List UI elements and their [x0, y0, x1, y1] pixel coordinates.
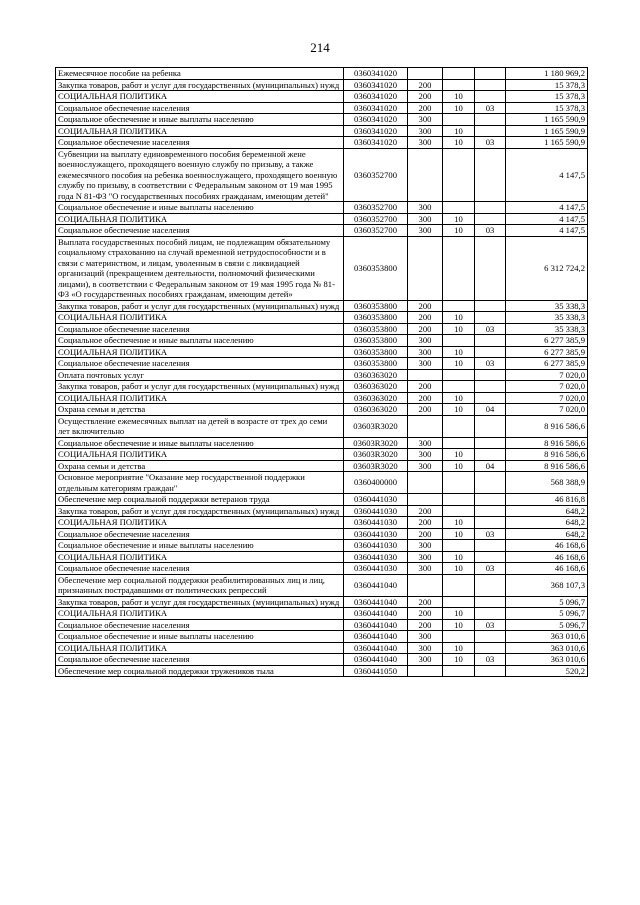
row-vr-cell — [408, 494, 443, 506]
table-row — [56, 505, 588, 517]
row-vr-cell: 300 — [408, 213, 443, 225]
row-name-cell: Охрана семьи и детства — [56, 460, 344, 472]
row-pr-cell — [475, 517, 506, 529]
row-amount-cell: 46 168,6 — [506, 551, 588, 563]
row-vr-cell: 200 — [408, 517, 443, 529]
table-row — [56, 437, 588, 449]
row-rz-cell: 10 — [443, 654, 475, 666]
row-code-cell: 0360441040 — [344, 619, 408, 631]
row-code-cell: 0360341020 — [344, 114, 408, 126]
row-rz-cell: 10 — [443, 449, 475, 461]
row-vr-cell — [408, 369, 443, 381]
row-amount-cell: 6 277 385,9 — [506, 335, 588, 347]
row-amount-cell: 5 096,7 — [506, 608, 588, 620]
row-name-cell: Закупка товаров, работ и услуг для государственных (муниципальных) нужд — [56, 300, 344, 312]
row-name-cell: Охрана семьи и детства — [56, 404, 344, 416]
row-amount-cell: 7 020,0 — [506, 369, 588, 381]
row-vr-cell: 300 — [408, 137, 443, 149]
table-row — [56, 392, 588, 404]
row-pr-cell — [475, 631, 506, 643]
row-amount-cell: 520,2 — [506, 665, 588, 677]
row-pr-cell — [475, 369, 506, 381]
row-code-cell: 0360353800 — [344, 335, 408, 347]
row-code-cell: 0360441040 — [344, 608, 408, 620]
row-amount-cell: 4 147,5 — [506, 225, 588, 237]
row-pr-cell: 03 — [475, 102, 506, 114]
row-name-cell: Социальное обеспечение и иные выплаты населению — [56, 202, 344, 214]
row-pr-cell: 03 — [475, 654, 506, 666]
row-name-cell: Социальное обеспечение и иные выплаты населению — [56, 631, 344, 643]
row-pr-cell — [475, 449, 506, 461]
row-amount-cell: 15 378,3 — [506, 79, 588, 91]
row-amount-cell: 568 388,9 — [506, 472, 588, 494]
row-code-cell: 0360441040 — [344, 574, 408, 596]
row-amount-cell: 46 168,6 — [506, 563, 588, 575]
row-name-cell: СОЦИАЛЬНАЯ ПОЛИТИКА — [56, 312, 344, 324]
table-row — [56, 369, 588, 381]
row-rz-cell: 10 — [443, 392, 475, 404]
row-code-cell: 03603R3020 — [344, 460, 408, 472]
table-row — [56, 91, 588, 103]
row-pr-cell — [475, 91, 506, 103]
row-pr-cell — [475, 642, 506, 654]
row-amount-cell: 1 165 590,9 — [506, 114, 588, 126]
table-row — [56, 323, 588, 335]
row-vr-cell — [408, 68, 443, 80]
table-row — [56, 494, 588, 506]
row-pr-cell: 03 — [475, 528, 506, 540]
row-code-cell: 0360353800 — [344, 346, 408, 358]
table-row — [56, 202, 588, 214]
row-rz-cell — [443, 574, 475, 596]
row-amount-cell: 363 010,6 — [506, 654, 588, 666]
table-row — [56, 619, 588, 631]
row-name-cell: Социальное обеспечение населения — [56, 528, 344, 540]
table-row — [56, 631, 588, 643]
row-pr-cell: 03 — [475, 619, 506, 631]
row-pr-cell: 03 — [475, 563, 506, 575]
row-vr-cell: 300 — [408, 125, 443, 137]
row-amount-cell: 363 010,6 — [506, 642, 588, 654]
table-row — [56, 236, 588, 300]
row-code-cell: 0360441030 — [344, 540, 408, 552]
row-vr-cell: 300 — [408, 642, 443, 654]
row-vr-cell: 300 — [408, 114, 443, 126]
row-rz-cell: 10 — [443, 608, 475, 620]
row-code-cell: 0360352700 — [344, 202, 408, 214]
table-row — [56, 517, 588, 529]
table-row — [56, 225, 588, 237]
row-code-cell: 0360352700 — [344, 225, 408, 237]
row-rz-cell: 10 — [443, 528, 475, 540]
row-name-cell: СОЦИАЛЬНАЯ ПОЛИТИКА — [56, 551, 344, 563]
row-name-cell: Социальное обеспечение населения — [56, 323, 344, 335]
table-row — [56, 596, 588, 608]
row-name-cell: Социальное обеспечение населения — [56, 563, 344, 575]
row-code-cell: 03603R3020 — [344, 449, 408, 461]
row-code-cell: 0360353800 — [344, 358, 408, 370]
row-vr-cell: 200 — [408, 381, 443, 393]
row-vr-cell — [408, 415, 443, 437]
table-row — [56, 608, 588, 620]
row-code-cell: 0360441040 — [344, 596, 408, 608]
row-code-cell: 0360441030 — [344, 528, 408, 540]
row-pr-cell — [475, 574, 506, 596]
table-row — [56, 213, 588, 225]
row-rz-cell: 10 — [443, 312, 475, 324]
row-pr-cell — [475, 494, 506, 506]
table-row — [56, 472, 588, 494]
row-amount-cell: 363 010,6 — [506, 631, 588, 643]
row-name-cell: Социальное обеспечение и иные выплаты населению — [56, 437, 344, 449]
table-row — [56, 358, 588, 370]
row-rz-cell — [443, 300, 475, 312]
table-row — [56, 137, 588, 149]
row-code-cell: 0360363020 — [344, 369, 408, 381]
row-rz-cell — [443, 505, 475, 517]
row-code-cell: 0360353800 — [344, 323, 408, 335]
row-vr-cell: 200 — [408, 312, 443, 324]
table-row — [56, 528, 588, 540]
row-name-cell: Социальное обеспечение населения — [56, 654, 344, 666]
row-name-cell: СОЦИАЛЬНАЯ ПОЛИТИКА — [56, 213, 344, 225]
row-vr-cell: 300 — [408, 540, 443, 552]
row-amount-cell: 46 816,8 — [506, 494, 588, 506]
row-pr-cell — [475, 505, 506, 517]
row-name-cell: СОЦИАЛЬНАЯ ПОЛИТИКА — [56, 91, 344, 103]
row-name-cell: СОЦИАЛЬНАЯ ПОЛИТИКА — [56, 642, 344, 654]
table-row — [56, 312, 588, 324]
row-rz-cell: 10 — [443, 642, 475, 654]
row-code-cell: 0360441040 — [344, 631, 408, 643]
row-code-cell: 0360441030 — [344, 494, 408, 506]
row-pr-cell — [475, 79, 506, 91]
row-rz-cell — [443, 437, 475, 449]
row-name-cell: Закупка товаров, работ и услуг для государственных (муниципальных) нужд — [56, 505, 344, 517]
row-pr-cell — [475, 300, 506, 312]
row-pr-cell — [475, 202, 506, 214]
row-amount-cell: 35 338,3 — [506, 323, 588, 335]
row-code-cell: 0360341020 — [344, 137, 408, 149]
row-amount-cell: 648,2 — [506, 528, 588, 540]
row-rz-cell — [443, 631, 475, 643]
row-amount-cell: 6 312 724,2 — [506, 236, 588, 300]
table-row — [56, 79, 588, 91]
row-pr-cell — [475, 236, 506, 300]
row-name-cell: Ежемесячное пособие на ребенка — [56, 68, 344, 80]
row-vr-cell: 200 — [408, 596, 443, 608]
row-amount-cell: 8 916 586,6 — [506, 437, 588, 449]
row-name-cell: Социальное обеспечение населения — [56, 102, 344, 114]
row-pr-cell: 04 — [475, 460, 506, 472]
row-vr-cell: 200 — [408, 505, 443, 517]
row-rz-cell — [443, 472, 475, 494]
row-code-cell: 0360441030 — [344, 517, 408, 529]
table-row — [56, 404, 588, 416]
row-amount-cell: 46 168,6 — [506, 540, 588, 552]
row-rz-cell — [443, 114, 475, 126]
row-amount-cell: 1 165 590,9 — [506, 125, 588, 137]
row-pr-cell — [475, 312, 506, 324]
row-amount-cell: 5 096,7 — [506, 619, 588, 631]
row-rz-cell: 10 — [443, 91, 475, 103]
row-name-cell: СОЦИАЛЬНАЯ ПОЛИТИКА — [56, 346, 344, 358]
row-rz-cell — [443, 665, 475, 677]
row-amount-cell: 15 378,3 — [506, 91, 588, 103]
row-code-cell: 0360441030 — [344, 563, 408, 575]
row-amount-cell: 4 147,5 — [506, 202, 588, 214]
row-vr-cell: 300 — [408, 225, 443, 237]
row-rz-cell — [443, 148, 475, 202]
row-name-cell: СОЦИАЛЬНАЯ ПОЛИТИКА — [56, 392, 344, 404]
row-amount-cell: 15 378,3 — [506, 102, 588, 114]
row-vr-cell: 200 — [408, 102, 443, 114]
row-code-cell: 0360363020 — [344, 381, 408, 393]
row-rz-cell: 10 — [443, 102, 475, 114]
row-rz-cell — [443, 79, 475, 91]
row-rz-cell: 10 — [443, 563, 475, 575]
row-pr-cell — [475, 472, 506, 494]
row-pr-cell: 04 — [475, 404, 506, 416]
row-vr-cell: 300 — [408, 437, 443, 449]
row-rz-cell: 10 — [443, 137, 475, 149]
row-code-cell: 0360341020 — [344, 125, 408, 137]
row-pr-cell — [475, 665, 506, 677]
row-vr-cell: 300 — [408, 460, 443, 472]
row-code-cell: 0360352700 — [344, 213, 408, 225]
row-rz-cell — [443, 381, 475, 393]
row-name-cell: Закупка товаров, работ и услуг для государственных (муниципальных) нужд — [56, 596, 344, 608]
row-vr-cell — [408, 574, 443, 596]
row-rz-cell — [443, 68, 475, 80]
row-name-cell: Субвенции на выплату единовременного пособия беременной жене военнослужащего, проходящего военную службу по призыву, а также ежемесячного пособия на ребенка военнослужащего, проходящего военную службу по призыву, в соответствии с Федеральным законом от 19 мая 1995 года N 81-ФЗ "О государственных пособиях гражданам, имеющим детей" — [56, 148, 344, 202]
table-row — [56, 540, 588, 552]
row-amount-cell: 7 020,0 — [506, 381, 588, 393]
row-amount-cell: 8 916 586,6 — [506, 449, 588, 461]
row-name-cell: СОЦИАЛЬНАЯ ПОЛИТИКА — [56, 449, 344, 461]
row-amount-cell: 4 147,5 — [506, 148, 588, 202]
row-rz-cell — [443, 369, 475, 381]
row-pr-cell — [475, 335, 506, 347]
row-vr-cell: 200 — [408, 79, 443, 91]
row-pr-cell — [475, 437, 506, 449]
row-pr-cell — [475, 540, 506, 552]
row-pr-cell — [475, 346, 506, 358]
table-row — [56, 665, 588, 677]
row-pr-cell — [475, 68, 506, 80]
row-amount-cell: 8 916 586,6 — [506, 415, 588, 437]
row-amount-cell: 648,2 — [506, 505, 588, 517]
row-name-cell: Социальное обеспечение и иные выплаты населению — [56, 335, 344, 347]
table-row — [56, 114, 588, 126]
row-rz-cell: 10 — [443, 213, 475, 225]
row-name-cell: Выплата государственных пособий лицам, не подлежащим обязательному социальному страхованию на случай временной нетрудоспособности и в связи с материнством, и лицам, уволенным в связи с ликвидацией организаций (прекращением деятельности, полномочий физическими лицами), в соответствии с Федеральным законом от 19 мая 1995 года № 81-ФЗ «О государственных пособиях гражданам, имеющим детей» — [56, 236, 344, 300]
table-row — [56, 381, 588, 393]
row-rz-cell — [443, 335, 475, 347]
row-amount-cell: 8 916 586,6 — [506, 460, 588, 472]
row-rz-cell — [443, 202, 475, 214]
row-rz-cell: 10 — [443, 517, 475, 529]
row-rz-cell — [443, 236, 475, 300]
row-rz-cell: 10 — [443, 346, 475, 358]
row-vr-cell: 200 — [408, 91, 443, 103]
table-row — [56, 148, 588, 202]
row-rz-cell — [443, 415, 475, 437]
row-rz-cell: 10 — [443, 225, 475, 237]
row-code-cell: 0360441030 — [344, 551, 408, 563]
row-name-cell: Обеспечение мер социальной поддержки реабилитированных лиц и лиц, признанных пострадавшими от политических репрессий — [56, 574, 344, 596]
row-vr-cell: 300 — [408, 202, 443, 214]
row-code-cell: 0360353800 — [344, 300, 408, 312]
row-amount-cell: 5 096,7 — [506, 596, 588, 608]
table-row — [56, 574, 588, 596]
row-pr-cell — [475, 114, 506, 126]
row-vr-cell — [408, 665, 443, 677]
row-amount-cell: 7 020,0 — [506, 392, 588, 404]
table-body — [56, 68, 588, 677]
row-amount-cell: 6 277 385,9 — [506, 358, 588, 370]
row-vr-cell — [408, 472, 443, 494]
page-number: 214 — [310, 40, 330, 55]
row-code-cell: 0360441030 — [344, 505, 408, 517]
row-code-cell: 0360353800 — [344, 236, 408, 300]
row-name-cell: Закупка товаров, работ и услуг для государственных (муниципальных) нужд — [56, 381, 344, 393]
row-pr-cell: 03 — [475, 358, 506, 370]
row-vr-cell: 200 — [408, 300, 443, 312]
row-vr-cell — [408, 236, 443, 300]
row-rz-cell: 10 — [443, 358, 475, 370]
row-code-cell: 0360400000 — [344, 472, 408, 494]
table-row — [56, 125, 588, 137]
row-rz-cell: 10 — [443, 460, 475, 472]
row-name-cell: Социальное обеспечение населения — [56, 619, 344, 631]
row-code-cell: 03603R3020 — [344, 415, 408, 437]
row-code-cell: 0360363020 — [344, 392, 408, 404]
row-rz-cell: 10 — [443, 404, 475, 416]
row-name-cell: Социальное обеспечение и иные выплаты населению — [56, 540, 344, 552]
table-row — [56, 300, 588, 312]
table-row — [56, 551, 588, 563]
row-amount-cell: 35 338,3 — [506, 300, 588, 312]
table-row — [56, 642, 588, 654]
row-pr-cell — [475, 381, 506, 393]
table-row — [56, 335, 588, 347]
row-rz-cell: 10 — [443, 323, 475, 335]
row-rz-cell — [443, 540, 475, 552]
row-code-cell: 0360341020 — [344, 102, 408, 114]
row-name-cell: Оплата почтовых услуг — [56, 369, 344, 381]
row-vr-cell: 200 — [408, 619, 443, 631]
row-vr-cell: 300 — [408, 654, 443, 666]
row-name-cell: Обеспечение мер социальной поддержки тружеников тыла — [56, 665, 344, 677]
table-row — [56, 449, 588, 461]
row-vr-cell: 300 — [408, 335, 443, 347]
row-code-cell: 0360341020 — [344, 79, 408, 91]
row-code-cell: 0360352700 — [344, 148, 408, 202]
row-pr-cell: 03 — [475, 225, 506, 237]
table-row — [56, 415, 588, 437]
row-vr-cell: 300 — [408, 563, 443, 575]
row-pr-cell — [475, 415, 506, 437]
table-row — [56, 563, 588, 575]
row-name-cell: Социальное обеспечение населения — [56, 358, 344, 370]
row-rz-cell — [443, 596, 475, 608]
row-rz-cell: 10 — [443, 619, 475, 631]
row-vr-cell — [408, 148, 443, 202]
table-row — [56, 460, 588, 472]
row-name-cell: СОЦИАЛЬНАЯ ПОЛИТИКА — [56, 125, 344, 137]
row-vr-cell: 200 — [408, 404, 443, 416]
row-amount-cell: 7 020,0 — [506, 404, 588, 416]
row-vr-cell: 200 — [408, 323, 443, 335]
row-name-cell: СОЦИАЛЬНАЯ ПОЛИТИКА — [56, 608, 344, 620]
row-vr-cell: 300 — [408, 631, 443, 643]
row-amount-cell: 4 147,5 — [506, 213, 588, 225]
row-pr-cell: 03 — [475, 323, 506, 335]
row-pr-cell — [475, 148, 506, 202]
table-row — [56, 346, 588, 358]
row-amount-cell: 1 180 969,2 — [506, 68, 588, 80]
row-amount-cell: 1 165 590,9 — [506, 137, 588, 149]
row-code-cell: 03603R3020 — [344, 437, 408, 449]
row-amount-cell: 6 277 385,9 — [506, 346, 588, 358]
row-amount-cell: 368 107,3 — [506, 574, 588, 596]
row-code-cell: 0360341020 — [344, 91, 408, 103]
row-rz-cell: 10 — [443, 551, 475, 563]
row-vr-cell: 300 — [408, 346, 443, 358]
row-code-cell: 0360441050 — [344, 665, 408, 677]
row-code-cell: 0360341020 — [344, 68, 408, 80]
row-vr-cell: 200 — [408, 608, 443, 620]
row-name-cell: Социальное обеспечение населения — [56, 137, 344, 149]
row-pr-cell — [475, 213, 506, 225]
row-amount-cell: 648,2 — [506, 517, 588, 529]
row-pr-cell — [475, 392, 506, 404]
row-name-cell: Социальное обеспечение и иные выплаты населению — [56, 114, 344, 126]
row-name-cell: Осуществление ежемесячных выплат на детей в возрасте от трех до семи лет включительно — [56, 415, 344, 437]
row-pr-cell — [475, 551, 506, 563]
row-vr-cell: 200 — [408, 528, 443, 540]
row-code-cell: 0360353800 — [344, 312, 408, 324]
row-vr-cell: 300 — [408, 358, 443, 370]
row-vr-cell: 200 — [408, 392, 443, 404]
row-name-cell: Основное мероприятие "Оказание мер государственной поддержки отдельным категориям граждан" — [56, 472, 344, 494]
row-pr-cell — [475, 608, 506, 620]
row-name-cell: СОЦИАЛЬНАЯ ПОЛИТИКА — [56, 517, 344, 529]
row-pr-cell: 03 — [475, 137, 506, 149]
row-code-cell: 0360363020 — [344, 404, 408, 416]
row-vr-cell: 300 — [408, 449, 443, 461]
row-name-cell: Социальное обеспечение населения — [56, 225, 344, 237]
row-pr-cell — [475, 596, 506, 608]
table-row — [56, 68, 588, 80]
row-pr-cell — [475, 125, 506, 137]
table-row — [56, 102, 588, 114]
budget-table — [55, 67, 588, 677]
row-code-cell: 0360441040 — [344, 654, 408, 666]
row-code-cell: 0360441040 — [344, 642, 408, 654]
row-name-cell: Обеспечение мер социальной поддержки ветеранов труда — [56, 494, 344, 506]
table-row — [56, 654, 588, 666]
row-name-cell: Закупка товаров, работ и услуг для государственных (муниципальных) нужд — [56, 79, 344, 91]
row-vr-cell: 300 — [408, 551, 443, 563]
row-amount-cell: 35 338,3 — [506, 312, 588, 324]
row-rz-cell — [443, 494, 475, 506]
row-rz-cell: 10 — [443, 125, 475, 137]
